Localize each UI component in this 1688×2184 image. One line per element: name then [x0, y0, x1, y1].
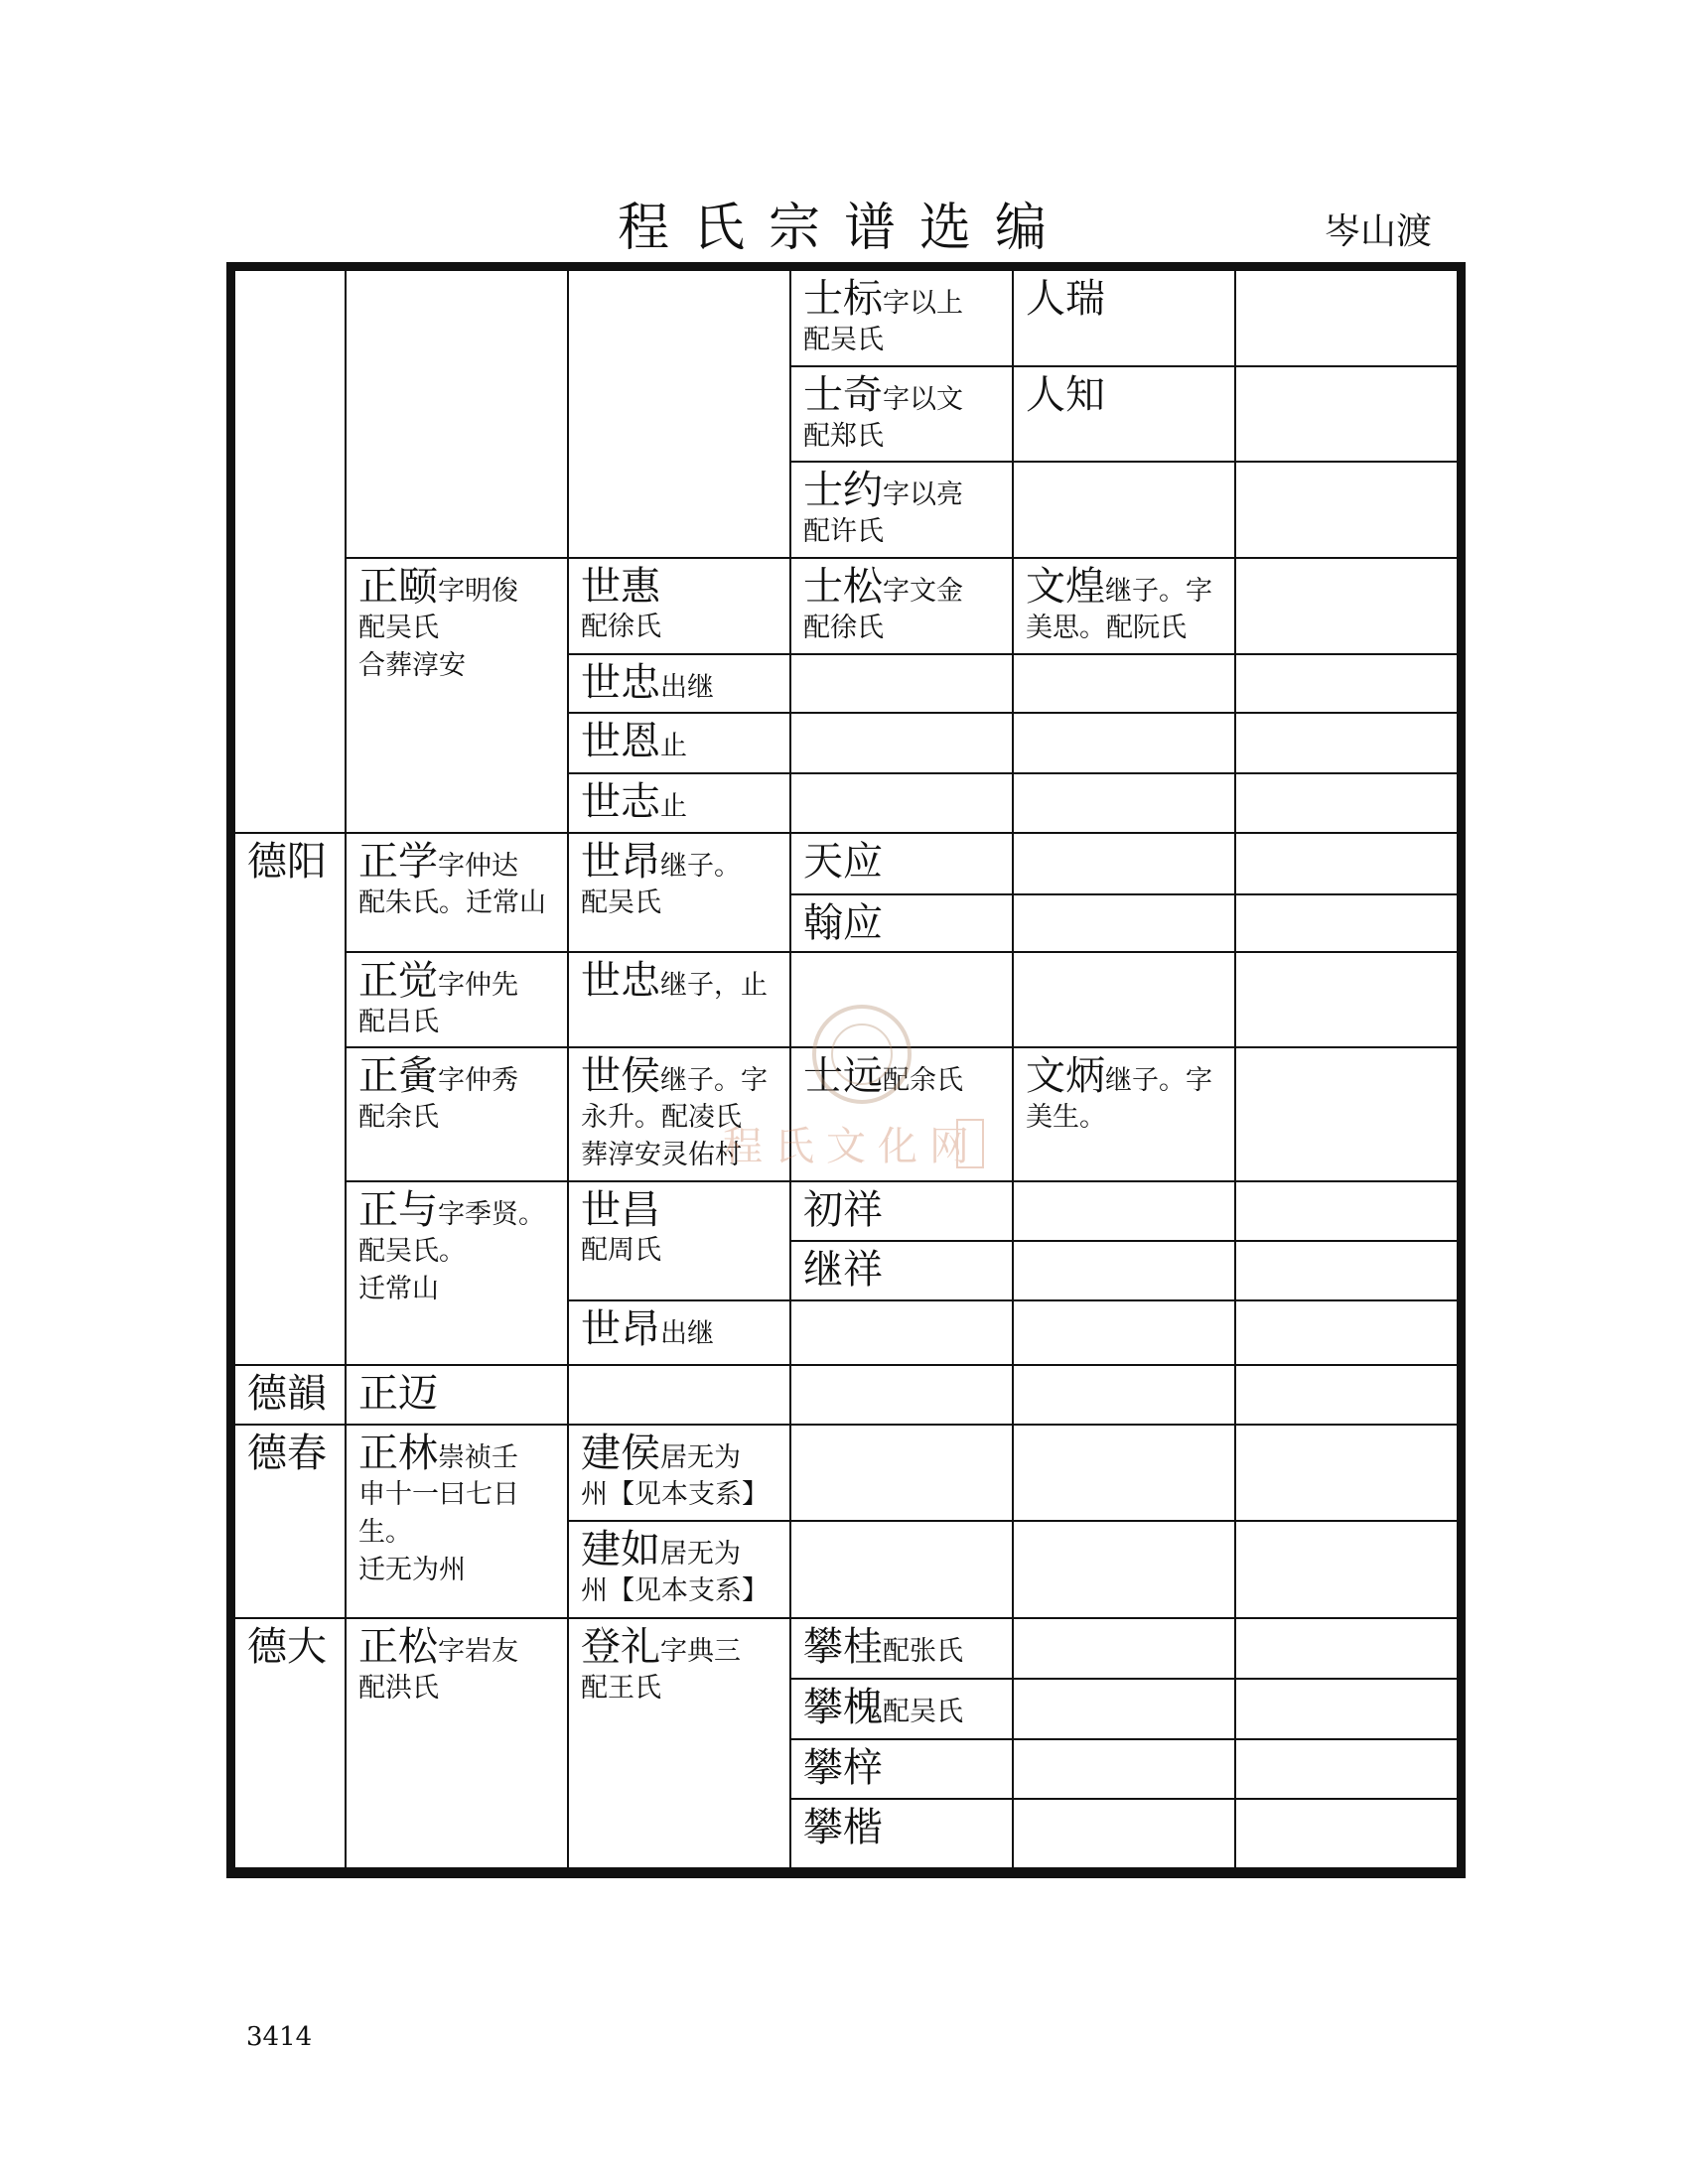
cell-col5-empty: [1014, 463, 1236, 559]
person-note: 配许氏: [803, 516, 884, 547]
cell-col1-top: [235, 271, 347, 834]
person-note: 字季贤。: [438, 1199, 545, 1230]
cell-col6-empty: [1236, 953, 1457, 1048]
cell-deyang: [235, 834, 347, 1366]
cell-col5-empty: [1014, 1522, 1236, 1619]
cell-zhengyin: [347, 1048, 569, 1182]
cell-col5-empty: [1014, 1680, 1236, 1740]
person-name: 正松: [358, 1624, 438, 1670]
person-note: 继子。: [660, 851, 741, 882]
cell-shien: [569, 714, 791, 774]
cell-col6-empty: [1236, 559, 1457, 655]
cell-shiyue: [791, 463, 1014, 559]
cell-shihui: [569, 559, 791, 655]
cell-jianru: [569, 1522, 791, 1619]
cell-col5-empty: [1014, 1740, 1236, 1800]
page-title: 程氏宗谱选编: [617, 199, 1070, 258]
person-note: 州【见本支系】: [581, 1479, 769, 1510]
person-note: 配吴氏: [803, 325, 884, 355]
cell-col5-empty: [1014, 1800, 1236, 1869]
cell-col6-empty: [1236, 271, 1457, 367]
cell-shiyuan: [791, 1048, 1014, 1182]
cell-col5-empty: [1014, 1182, 1236, 1242]
person-note: 字岩友: [438, 1636, 518, 1667]
person-name: 正与: [358, 1187, 438, 1233]
cell-col6-empty: [1236, 1366, 1457, 1426]
cell-col6-empty: [1236, 1048, 1457, 1182]
cell-col5-empty: [1014, 714, 1236, 774]
cell-zhengxue: [347, 834, 569, 953]
cell-col6-empty: [1236, 463, 1457, 559]
person-note: 配吴氏。: [358, 1236, 466, 1267]
person-name: 正学: [358, 839, 438, 885]
person-note: 配吕氏: [358, 1007, 439, 1037]
cell-col4-empty: [791, 1426, 1014, 1522]
person-note: 配徐氏: [581, 612, 661, 642]
person-note: 配朱氏。迁常山: [358, 887, 546, 918]
cell-panhuai: [791, 1680, 1014, 1740]
person-note: 字文金: [883, 576, 963, 607]
cell-shiqi: [791, 367, 1014, 463]
cell-col5-empty: [1014, 1242, 1236, 1301]
cell-pangui: [791, 1619, 1014, 1680]
person-note: 配王氏: [581, 1673, 661, 1704]
cell-shichang: [569, 1182, 791, 1301]
person-note: 申十一曰七日: [358, 1479, 519, 1510]
person-note: 字仲秀: [438, 1065, 518, 1096]
cell-col6-empty: [1236, 1426, 1457, 1522]
person-name: 世昌: [581, 1187, 660, 1233]
person-name: 文炳: [1026, 1053, 1105, 1099]
person-note: 美生。: [1026, 1102, 1106, 1133]
person-name: 世侯: [581, 1053, 660, 1099]
person-name: 建侯: [581, 1431, 660, 1476]
person-name: 德韻: [247, 1371, 327, 1417]
cell-col5-empty: [1014, 953, 1236, 1048]
person-name: 攀楷: [803, 1805, 883, 1850]
cell-col4-empty: [791, 1301, 1014, 1366]
cell-col2-top: [347, 271, 569, 559]
person-note: 永升。配凌氏: [581, 1102, 742, 1133]
cell-col6-empty: [1236, 1680, 1457, 1740]
cell-col6-empty: [1236, 1619, 1457, 1680]
person-note: 合葬淳安: [358, 650, 466, 681]
cell-col5-empty: [1014, 1366, 1236, 1426]
person-name: 士奇: [803, 372, 883, 418]
person-name: 攀梓: [803, 1745, 883, 1791]
person-name: 士标: [803, 276, 883, 322]
person-name: 人知: [1026, 372, 1105, 418]
person-name: 登礼: [581, 1624, 660, 1670]
person-note: 生。: [358, 1517, 412, 1548]
cell-shiang-1: [569, 834, 791, 953]
cell-shibiao: [791, 271, 1014, 367]
person-note: 继子，止: [660, 970, 768, 1001]
person-note: 配洪氏: [358, 1673, 439, 1704]
person-note: 字典三: [660, 1636, 741, 1667]
cell-col4-empty: [791, 1366, 1014, 1426]
cell-zhengjue: [347, 953, 569, 1048]
page-number: 3414: [246, 2022, 313, 2052]
cell-tianying: [791, 834, 1014, 895]
cell-zhenglin: [347, 1426, 569, 1619]
cell-renzhi: [1014, 367, 1236, 463]
cell-col6-empty: [1236, 895, 1457, 953]
person-note: 配周氏: [581, 1235, 661, 1266]
person-note: 迁常山: [358, 1274, 439, 1304]
cell-col6-empty: [1236, 774, 1457, 834]
person-note: 继子。字: [660, 1065, 768, 1096]
cell-col4-empty: [791, 714, 1014, 774]
person-note: 居无为: [660, 1442, 741, 1473]
person-note: 迁无为州: [358, 1555, 466, 1585]
person-name: 士约: [803, 468, 883, 513]
cell-col4-empty: [791, 1522, 1014, 1619]
cell-jianhou: [569, 1426, 791, 1522]
cell-zhengyu: [347, 1182, 569, 1366]
person-note: 葬淳安灵佑村: [581, 1140, 742, 1170]
cell-shisong: [791, 559, 1014, 655]
cell-col5-empty: [1014, 655, 1236, 714]
person-name: 士松: [803, 564, 883, 610]
cell-col4-empty: [791, 774, 1014, 834]
cell-col5-empty: [1014, 834, 1236, 895]
cell-col3-empty: [569, 1366, 791, 1426]
person-note: 字仲先: [438, 970, 518, 1001]
person-name: 世恩: [581, 719, 660, 764]
genealogy-table: [226, 262, 1466, 1878]
person-note: 州【见本支系】: [581, 1575, 769, 1606]
cell-shihou: [569, 1048, 791, 1182]
cell-shiang-2: [569, 1301, 791, 1366]
person-note: 配吴氏: [358, 613, 439, 643]
person-name: 继祥: [803, 1247, 883, 1293]
cell-col5-empty: [1014, 1301, 1236, 1366]
person-name: 士远: [803, 1053, 883, 1099]
person-name: 翰应: [803, 900, 883, 946]
cell-panzi: [791, 1740, 1014, 1800]
person-name: 正夤: [358, 1053, 438, 1099]
person-note: 继子。字: [1105, 576, 1212, 607]
cell-col6-empty: [1236, 834, 1457, 895]
person-name: 人瑞: [1026, 276, 1105, 322]
person-name: 世昂: [581, 839, 660, 885]
person-name: 德春: [247, 1431, 327, 1476]
cell-col5-empty: [1014, 895, 1236, 953]
cell-col6-empty: [1236, 1522, 1457, 1619]
cell-col5-empty: [1014, 774, 1236, 834]
cell-col4-empty: [791, 953, 1014, 1048]
person-name: 建如: [581, 1527, 660, 1572]
person-name: 正迈: [358, 1371, 438, 1417]
person-name: 德大: [247, 1624, 327, 1670]
cell-col4-empty: [791, 655, 1014, 714]
person-note: 字以上: [883, 288, 963, 319]
cell-col6-empty: [1236, 367, 1457, 463]
person-name: 世忠: [581, 660, 660, 706]
person-name: 正林: [358, 1431, 438, 1476]
person-note: 配吴氏: [883, 1697, 963, 1727]
cell-shizhong-1: [569, 655, 791, 714]
person-note: 居无为: [660, 1539, 741, 1570]
person-note: 配余氏: [883, 1065, 963, 1096]
cell-chuxiang: [791, 1182, 1014, 1242]
cell-col6-empty: [1236, 1182, 1457, 1242]
cell-col5-empty: [1014, 1426, 1236, 1522]
cell-deyun: [235, 1366, 347, 1426]
person-note: 出继: [660, 672, 714, 703]
person-note: 美思。配阮氏: [1026, 613, 1187, 643]
person-name: 初祥: [803, 1187, 883, 1233]
person-note: 字明俊: [438, 576, 518, 607]
person-name: 攀槐: [803, 1685, 883, 1730]
cell-renrui: [1014, 271, 1236, 367]
person-name: 世惠: [581, 564, 660, 610]
person-note: 配余氏: [358, 1102, 439, 1133]
person-note: 止: [660, 731, 687, 761]
cell-jixiang: [791, 1242, 1014, 1301]
person-name: 世昂: [581, 1306, 660, 1352]
cell-zhengmai: [347, 1366, 569, 1426]
cell-deda: [235, 1619, 347, 1869]
cell-col6-empty: [1236, 714, 1457, 774]
branch-place-name: 岑山渡: [1324, 211, 1432, 252]
person-name: 正颐: [358, 564, 438, 610]
cell-wenhuang: [1014, 559, 1236, 655]
person-note: 配郑氏: [803, 421, 884, 452]
cell-col6-empty: [1236, 1242, 1457, 1301]
person-note: 字以文: [883, 384, 963, 415]
cell-zhengsong: [347, 1619, 569, 1869]
person-note: 崇祯壬: [438, 1442, 518, 1473]
cell-shizhi: [569, 774, 791, 834]
person-note: 配张氏: [883, 1636, 963, 1667]
person-note: 出继: [660, 1318, 714, 1349]
person-name: 天应: [803, 839, 883, 885]
person-name: 攀桂: [803, 1624, 883, 1670]
person-name: 世志: [581, 779, 660, 825]
cell-col3-top: [569, 271, 791, 559]
person-note: 配徐氏: [803, 613, 884, 643]
cell-col6-empty: [1236, 1301, 1457, 1366]
person-name: 世忠: [581, 958, 660, 1004]
person-note: 继子。字: [1105, 1065, 1212, 1096]
cell-col6-empty: [1236, 1740, 1457, 1800]
cell-shizhong-2: [569, 953, 791, 1048]
person-name: 德阳: [247, 839, 327, 885]
person-note: 字仲达: [438, 851, 518, 882]
person-note: 止: [660, 791, 687, 822]
cell-wenbing: [1014, 1048, 1236, 1182]
cell-col5-empty: [1014, 1619, 1236, 1680]
cell-zhengyi: [347, 559, 569, 834]
cell-col6-empty: [1236, 655, 1457, 714]
person-name: 正觉: [358, 958, 438, 1004]
person-name: 文煌: [1026, 564, 1105, 610]
person-note: 配吴氏: [581, 887, 661, 918]
cell-pankai: [791, 1800, 1014, 1869]
svg-text:程氏文化网: 程氏文化网: [723, 1124, 981, 1169]
cell-dechun: [235, 1426, 347, 1619]
cell-hanying: [791, 895, 1014, 953]
cell-col6-empty: [1236, 1800, 1457, 1869]
cell-dengli: [569, 1619, 791, 1869]
person-note: 字以亮: [883, 479, 963, 510]
